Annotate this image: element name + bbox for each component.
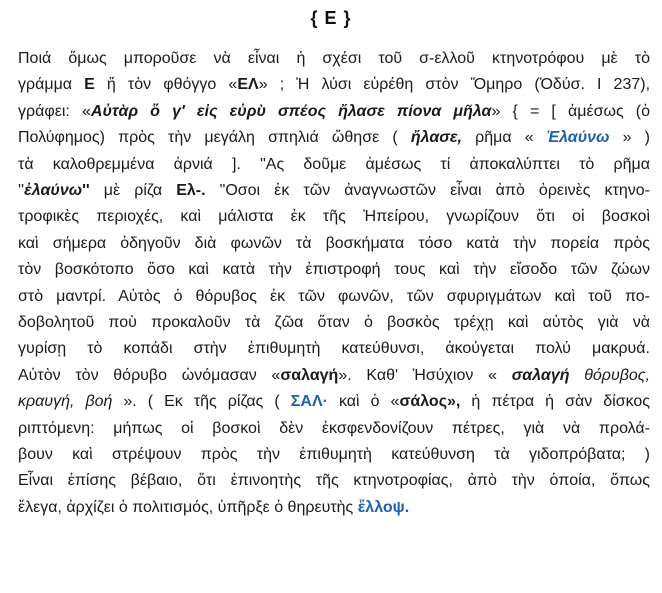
text-line: [18, 231, 650, 257]
text-run: γράφει: «: [18, 102, 91, 120]
text-run: γράμμα: [18, 76, 85, 94]
text-run: δοβολητοῦ ποὺ προκαλοῦν τὰ ζῶα ὅταν ὁ βοσκὸς τρέχῃ καὶ αὐτὸς γιὰ νὰ: [18, 314, 650, 331]
text-run: ΣΑΛ·: [290, 393, 328, 411]
text-run: σαλαγή: [280, 366, 339, 384]
text-run: σάλος»,: [399, 393, 461, 411]
text-run: ἔλεγα, ἀρχίζει ὁ πολιτισμός, ὑπῆρξε ὁ θηρευτὴς: [18, 498, 358, 516]
text-line: [18, 204, 650, 230]
text-run: καὶ ὁ «: [327, 393, 400, 411]
text-line: [18, 125, 650, 151]
text-run: στὸ μαντρί. Αὐτὸς ὁ θόρυβος ἐκ τῶν φωνῶν, τῶν σφυριγμάτων καὶ τοῦ πο-: [18, 287, 650, 305]
text-run: ». ( Εκ τῆς ρίζας (: [112, 393, 291, 411]
text-run: θόρυβος,: [569, 366, 650, 384]
text-run: Ελ-.: [176, 182, 206, 199]
text-line: [18, 46, 650, 72]
text-line: [18, 152, 650, 178]
text-line: [18, 389, 650, 415]
text-run: Ποιά ὅμως μποροῦσε νὰ εἶναι ἡ σχέσι τοῦ σ-ελλοῦ κτηνοτρόφου μὲ τὸ: [18, 50, 650, 67]
text-run: γυρίσῃ τὸ κοπάδι στὴν ἐπιθυμητὴ κατεύθυνσι, ἀκούγεται πολύ μακρυά.: [18, 340, 650, 358]
text-run: Πολύφημος) πρὸς τὴν μεγάλη σπηλιά ὤθησε (: [18, 129, 411, 147]
text-run: ». Καθ' Ἡσύχιον «: [338, 366, 512, 384]
text-run: σαλαγή: [511, 366, 570, 384]
text-line: [18, 72, 650, 98]
text-run: ἡ πέτρα ἡ σὰν δίσκος: [460, 393, 650, 411]
text-run: μὲ ρίζα: [89, 182, 177, 199]
text-line: [18, 284, 650, 310]
text-run: Ἐλαύνω: [546, 129, 610, 147]
text-run: ἐλαύνω: [24, 182, 83, 199]
text-run: ριπτόμενη: μήπως οἱ βοσκοὶ δὲν ἐκσφενδονίζουν πέτρες, γιὰ νὰ προλά-: [18, 419, 650, 437]
text-run: ἤλασε,: [410, 129, 462, 147]
text-run: » ): [609, 129, 650, 147]
text-run: » { = [ ἀμέσως (ὁ: [491, 102, 650, 120]
text-line: [18, 310, 650, 336]
text-run: ἤ τὸν φθόγγο «: [94, 76, 238, 94]
text-run: '': [18, 182, 25, 199]
text-run: τὰ καλοθρεμμένα ἀρνιά ]. "Ας δοῦμε ἀμέσως τί ἀποκαλύπτει τὸ ρῆμα: [18, 155, 650, 173]
text-run: τὸν βοσκότοπο ὅσο καὶ κατὰ τὴν ἐπιστροφή τους καὶ τὴν εἴσοδο τῶν ζώων: [18, 261, 650, 279]
text-line: [18, 468, 650, 494]
text-line: [18, 178, 650, 204]
text-run: "Οσοι ἐκ τῶν ἀναγνωστῶν εἶναι ἀπὸ ὀρεινὲς κτηνο-: [205, 182, 650, 199]
section-heading: { Ε }: [310, 8, 352, 28]
text-run: Αὐτὸν τὸν θόρυβο ὠνόμασαν «: [18, 366, 281, 384]
text-run: τροφικὲς περιοχές, καὶ μάλιστα ἐκ τῆς Ἠπείρου, γνωρίζουν ὅτι οἱ βοσκοὶ: [18, 208, 650, 226]
text-run: ρῆμα «: [461, 129, 547, 147]
text-line: [18, 257, 650, 283]
text-line: [18, 442, 650, 468]
text-run: ΕΛ: [237, 76, 259, 94]
text-run: Αὐτὰρ ὅ γ' εἰς εὐρὺ σπέος ἤλασε πίονα μῆλα: [90, 102, 492, 120]
text-line: [18, 99, 650, 125]
text-run: ἔλλοψ.: [357, 498, 410, 516]
text-line: [18, 416, 650, 442]
text-run: βουν καὶ στρέψουν πρὸς τὴν ἐπιθυμητὴ κατεύθυνση τὰ γιδοπρόβατα; ): [18, 446, 650, 463]
text-run: κραυγή, βοή: [18, 393, 113, 411]
text-run: » ; Ἡ λύσι εὑρέθη στὸν Ὅμηρο (Ὀδύσ. Ι 237),: [258, 76, 650, 94]
text-run: '': [82, 182, 90, 199]
text-run: Ε: [84, 76, 95, 94]
text-line: [18, 495, 650, 521]
text-run: καὶ σήμερα ὁδηγοῦν διὰ φωνῶν τὰ βοσκήματα τόσο κατὰ τὴν πορεία πρὸς: [18, 234, 650, 252]
text-line: [18, 363, 650, 389]
text-line: [18, 336, 650, 362]
text-run: Εἶναι ἐπίσης βέβαιο, ὅτι ἐπινοητὴς τῆς κτηνοτροφίας, ἀπὸ τὴν ὁποία, ὅπως: [18, 472, 650, 490]
